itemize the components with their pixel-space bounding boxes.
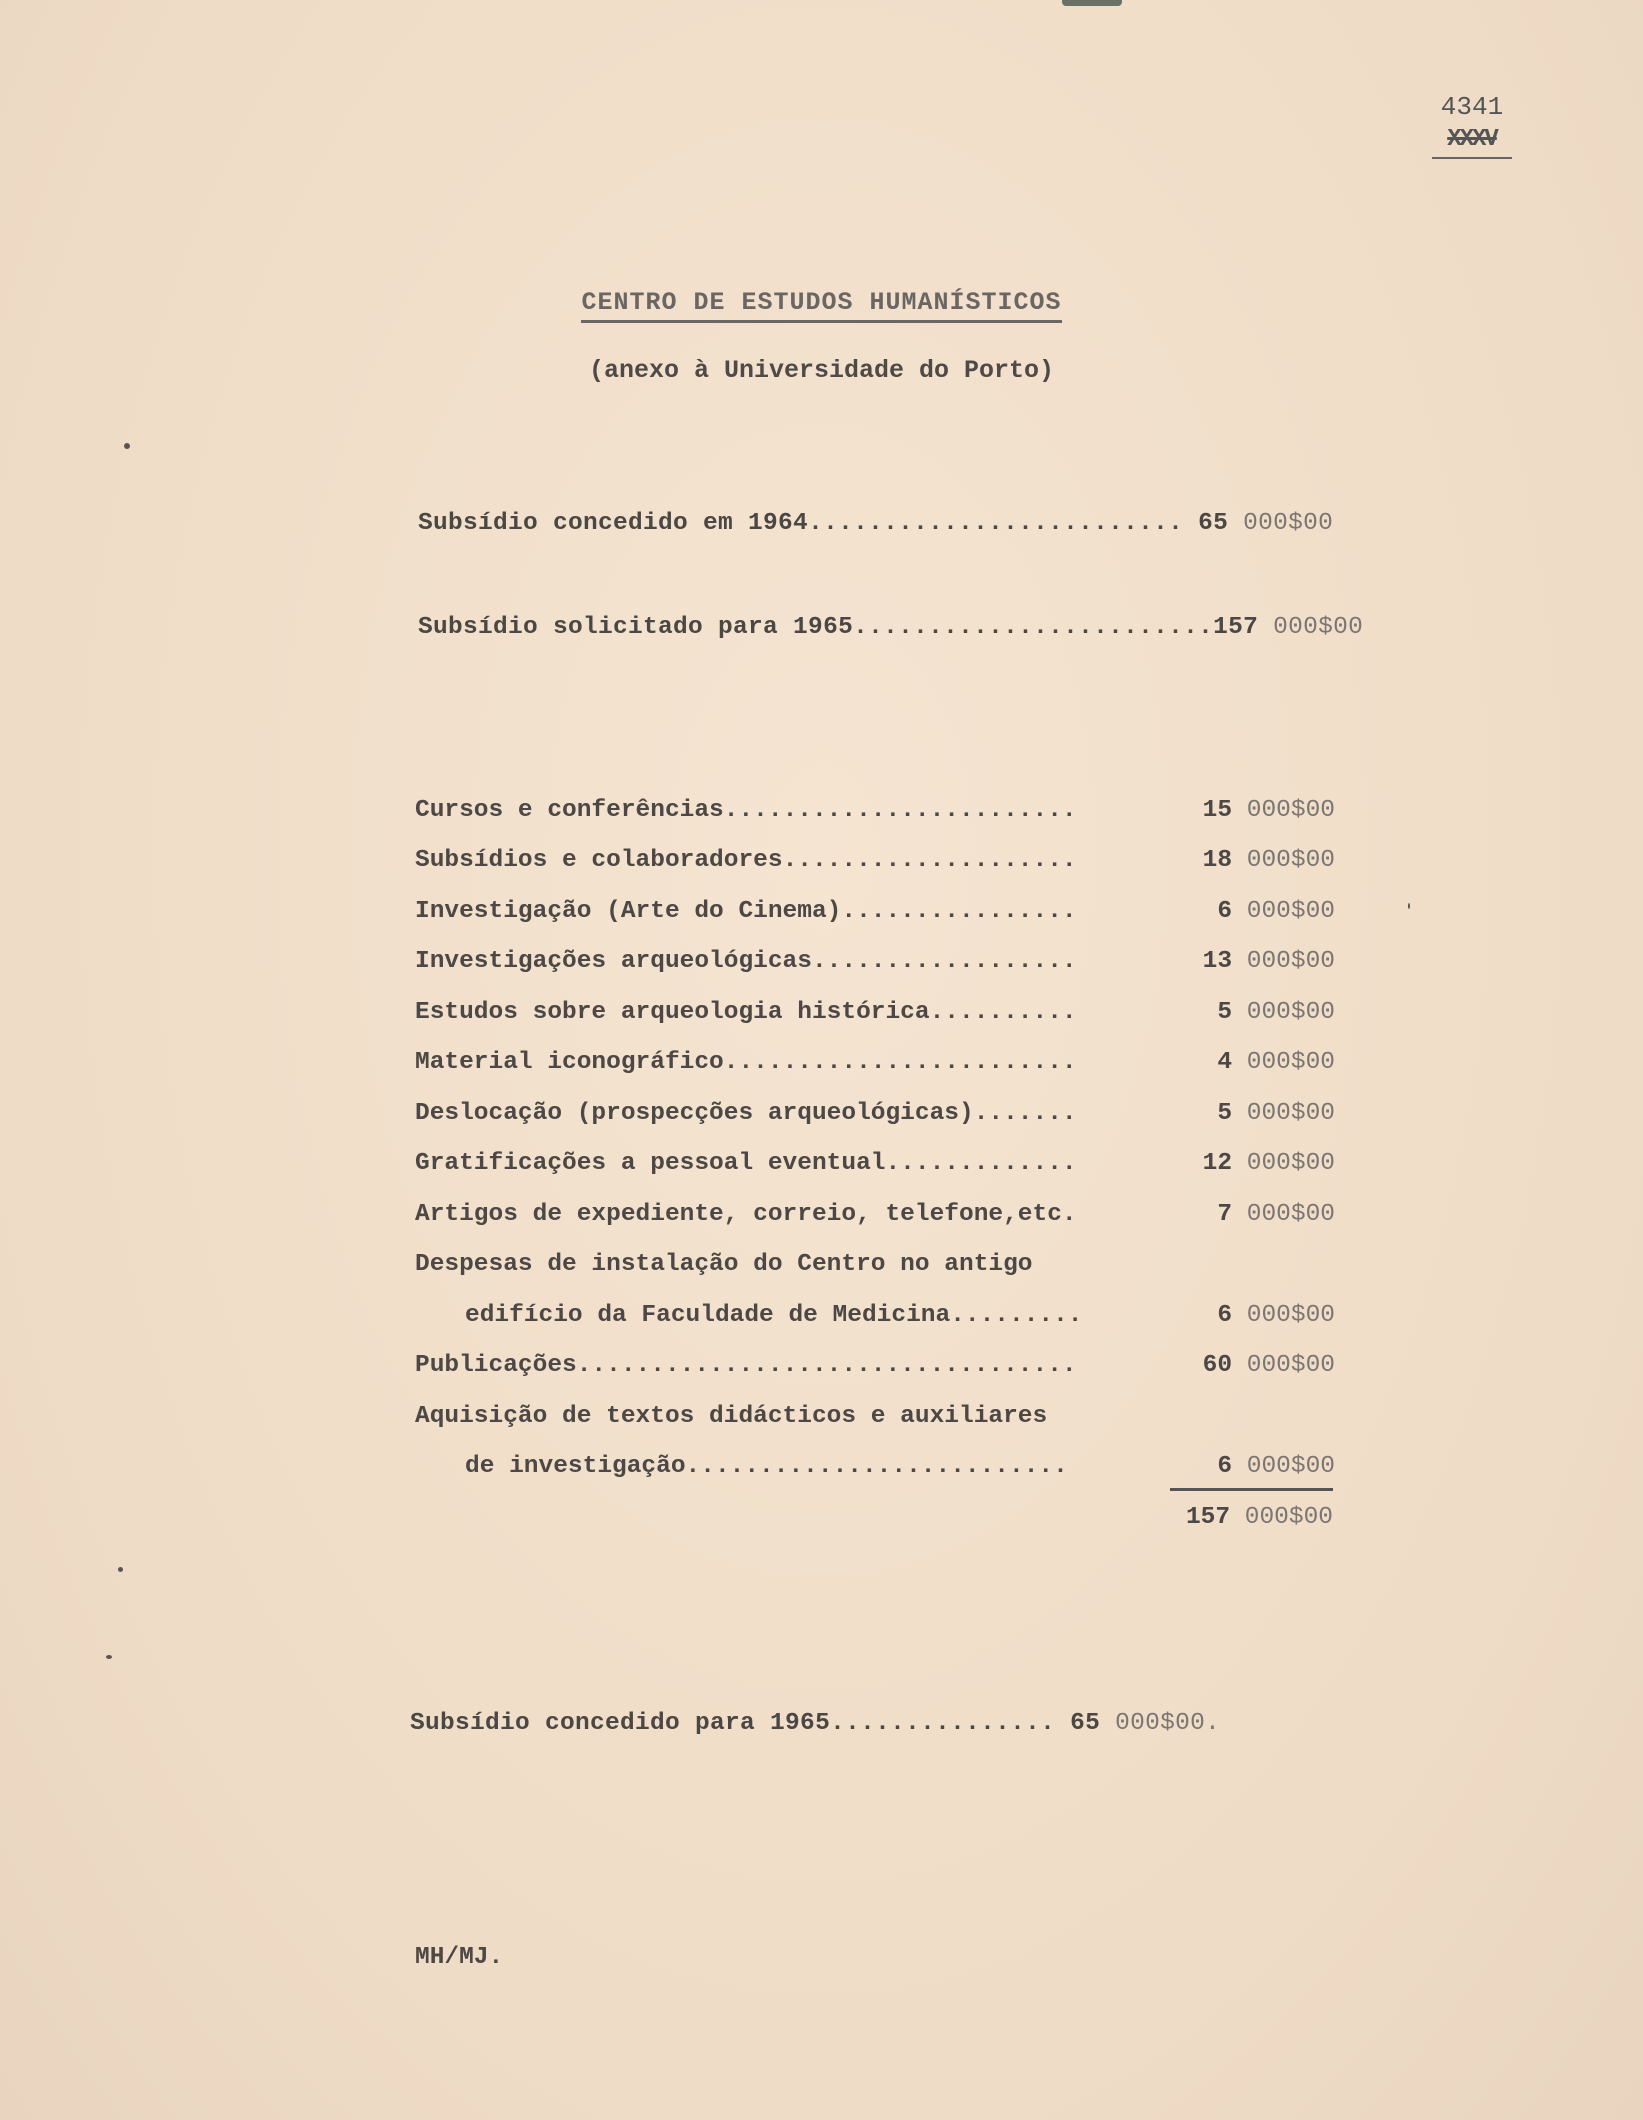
budget-row-label	[415, 1251, 1033, 1278]
amount-rest: 000$00	[1273, 614, 1364, 641]
amount-rest: 000$00	[1246, 1352, 1335, 1379]
budget-row-label	[415, 1403, 1047, 1430]
budget-row-label	[415, 1049, 1077, 1076]
budget-row-amount	[1217, 1453, 1335, 1480]
leader-dots: ..................	[811, 948, 1077, 975]
budget-row-amount	[1217, 999, 1335, 1026]
amount-main: 5	[1217, 1100, 1233, 1127]
item-label: Cursos e conferências	[415, 797, 724, 824]
item-label: Material iconográfico	[415, 1049, 724, 1076]
budget-row-amount	[1320, 1251, 1335, 1278]
budget-row-label	[415, 1201, 1077, 1228]
amount-rest: 000$00	[1246, 1049, 1335, 1076]
paper-speck	[118, 1567, 123, 1572]
item-label: Gratificações a pessoal eventual	[415, 1150, 886, 1177]
budget-row	[415, 1251, 1335, 1285]
amount-main: 65	[1070, 1710, 1101, 1737]
amount-main: 12	[1202, 1150, 1233, 1177]
budget-row	[415, 1453, 1335, 1487]
total-underline	[1170, 1488, 1333, 1491]
amount-rest: 000$00	[1246, 999, 1335, 1026]
leader-dots: .........................	[808, 510, 1184, 537]
paper-speck	[124, 443, 130, 449]
budget-row	[415, 999, 1335, 1033]
budget-row-amount	[1203, 1150, 1335, 1177]
document-title	[0, 288, 1643, 317]
amount-rest: 000$00	[1244, 1504, 1333, 1531]
budget-row-amount	[1203, 847, 1335, 874]
leader-dots: ........................	[723, 797, 1077, 824]
budget-row	[415, 1403, 1335, 1437]
leader-dots: ..........................	[685, 1453, 1068, 1480]
subsidy-label: Subsídio solicitado para 1965	[418, 614, 854, 641]
item-label: de investigação	[465, 1453, 686, 1480]
amount-rest: 000$00	[1246, 1201, 1335, 1228]
amount-rest: 000$00	[1246, 847, 1335, 874]
amount-rest: 000$00	[1246, 797, 1335, 824]
budget-row	[415, 1302, 1335, 1336]
budget-row-amount	[1217, 898, 1335, 925]
leader-dots: .	[1061, 1201, 1077, 1228]
leader-dots: ..........	[929, 999, 1077, 1026]
item-label: Aquisição de textos didácticos e auxiliares	[415, 1403, 1048, 1430]
budget-row-label	[415, 1100, 1077, 1127]
budget-row-label	[465, 1453, 1068, 1480]
amount-main: 6	[1217, 898, 1233, 925]
budget-row	[415, 1049, 1335, 1083]
paper-speck	[1408, 903, 1410, 909]
budget-row-amount	[1203, 1352, 1335, 1379]
leader-dots: ................	[841, 898, 1077, 925]
amount-main: 7	[1217, 1201, 1233, 1228]
item-label: Deslocação (prospecções arqueológicas)	[415, 1100, 974, 1127]
budget-row-label	[415, 797, 1077, 824]
amount-rest: 000$00	[1246, 898, 1335, 925]
item-label: edifício da Faculdade de Medicina	[465, 1302, 951, 1329]
item-label: Investigação (Arte do Cinema)	[415, 898, 842, 925]
subsidy-1965-requested-line	[418, 614, 1363, 641]
budget-row-amount	[1217, 1100, 1335, 1127]
item-label: Publicações	[415, 1352, 577, 1379]
amount-main: 18	[1202, 847, 1233, 874]
budget-row-label	[415, 1352, 1077, 1379]
budget-row-amount	[1320, 1403, 1335, 1430]
amount-rest: 000$00	[1246, 1453, 1335, 1480]
amount-main: 4	[1217, 1049, 1233, 1076]
budget-row-amount	[1217, 1201, 1335, 1228]
leader-dots: ...............	[830, 1710, 1056, 1737]
leader-dots: ....................	[782, 847, 1077, 874]
leader-dots: .........	[950, 1302, 1083, 1329]
amount-rest: 000$00	[1246, 1100, 1335, 1127]
leader-dots: .......	[973, 1100, 1077, 1127]
amount-main: 15	[1202, 797, 1233, 824]
amount-main: 65	[1198, 510, 1229, 537]
item-label: Artigos de expediente, correio, telefone,etc	[415, 1201, 1062, 1228]
document-subtitle: (anexo à Universidade do Porto)	[588, 356, 1055, 385]
budget-row-label	[415, 1150, 1077, 1177]
amount-main: 6	[1217, 1302, 1233, 1329]
budget-row-label	[465, 1302, 1083, 1329]
subsidy-1964-line	[418, 510, 1333, 537]
amount-rest: 000$00.	[1115, 1710, 1221, 1737]
budget-row-amount	[1203, 797, 1335, 824]
budget-row-label	[415, 898, 1077, 925]
budget-row-amount	[1217, 1302, 1335, 1329]
subsidy-label: Subsídio concedido para 1965	[410, 1710, 831, 1737]
paper-speck	[106, 1655, 112, 1659]
subsidy-label: Subsídio concedido em 1964	[418, 510, 809, 537]
budget-row	[415, 797, 1335, 831]
leader-dots: ..................................	[576, 1352, 1077, 1379]
amount-main: 5	[1217, 999, 1233, 1026]
amount-main: 60	[1202, 1352, 1233, 1379]
budget-row	[415, 1150, 1335, 1184]
item-label: Estudos sobre arqueologia histórica	[415, 999, 930, 1026]
amount-rest: 000$00	[1246, 1302, 1335, 1329]
leader-dots: ........................	[853, 614, 1214, 641]
typist-initials: MH/MJ.	[415, 1944, 504, 1971]
item-label: Subsídios e colaboradores	[415, 847, 783, 874]
leader-dots: .............	[885, 1150, 1077, 1177]
binder-tab-mark	[1062, 0, 1122, 6]
budget-row	[415, 1100, 1335, 1134]
amount-main: 13	[1202, 948, 1233, 975]
budget-row-label	[415, 948, 1077, 975]
amount-main: 6	[1217, 1453, 1233, 1480]
page-number: 4341	[1440, 92, 1504, 122]
budget-row-amount	[1203, 948, 1335, 975]
budget-row	[415, 898, 1335, 932]
amount-rest: 000$00	[1246, 1150, 1335, 1177]
budget-row-label	[415, 847, 1077, 874]
amount-main: 157	[1213, 614, 1259, 641]
document-title-text: CENTRO DE ESTUDOS HUMANÍSTICOS	[581, 288, 1061, 323]
item-label: Despesas de instalação do Centro no antigo	[415, 1251, 1033, 1278]
budget-total	[1100, 1504, 1333, 1531]
struck-out-code: XXXV	[1432, 126, 1512, 159]
amount-main: 157	[1185, 1504, 1231, 1531]
budget-row	[415, 948, 1335, 982]
budget-row	[415, 1201, 1335, 1235]
amount-rest: 000$00	[1246, 948, 1335, 975]
item-label: Investigações arqueológicas	[415, 948, 812, 975]
leader-dots: ........................	[723, 1049, 1077, 1076]
amount-rest: 000$00	[1243, 510, 1334, 537]
budget-row-label	[415, 999, 1077, 1026]
budget-row	[415, 1352, 1335, 1386]
budget-row-amount	[1217, 1049, 1335, 1076]
subsidy-granted-1965-line	[410, 1710, 1220, 1737]
budget-row	[415, 847, 1335, 881]
